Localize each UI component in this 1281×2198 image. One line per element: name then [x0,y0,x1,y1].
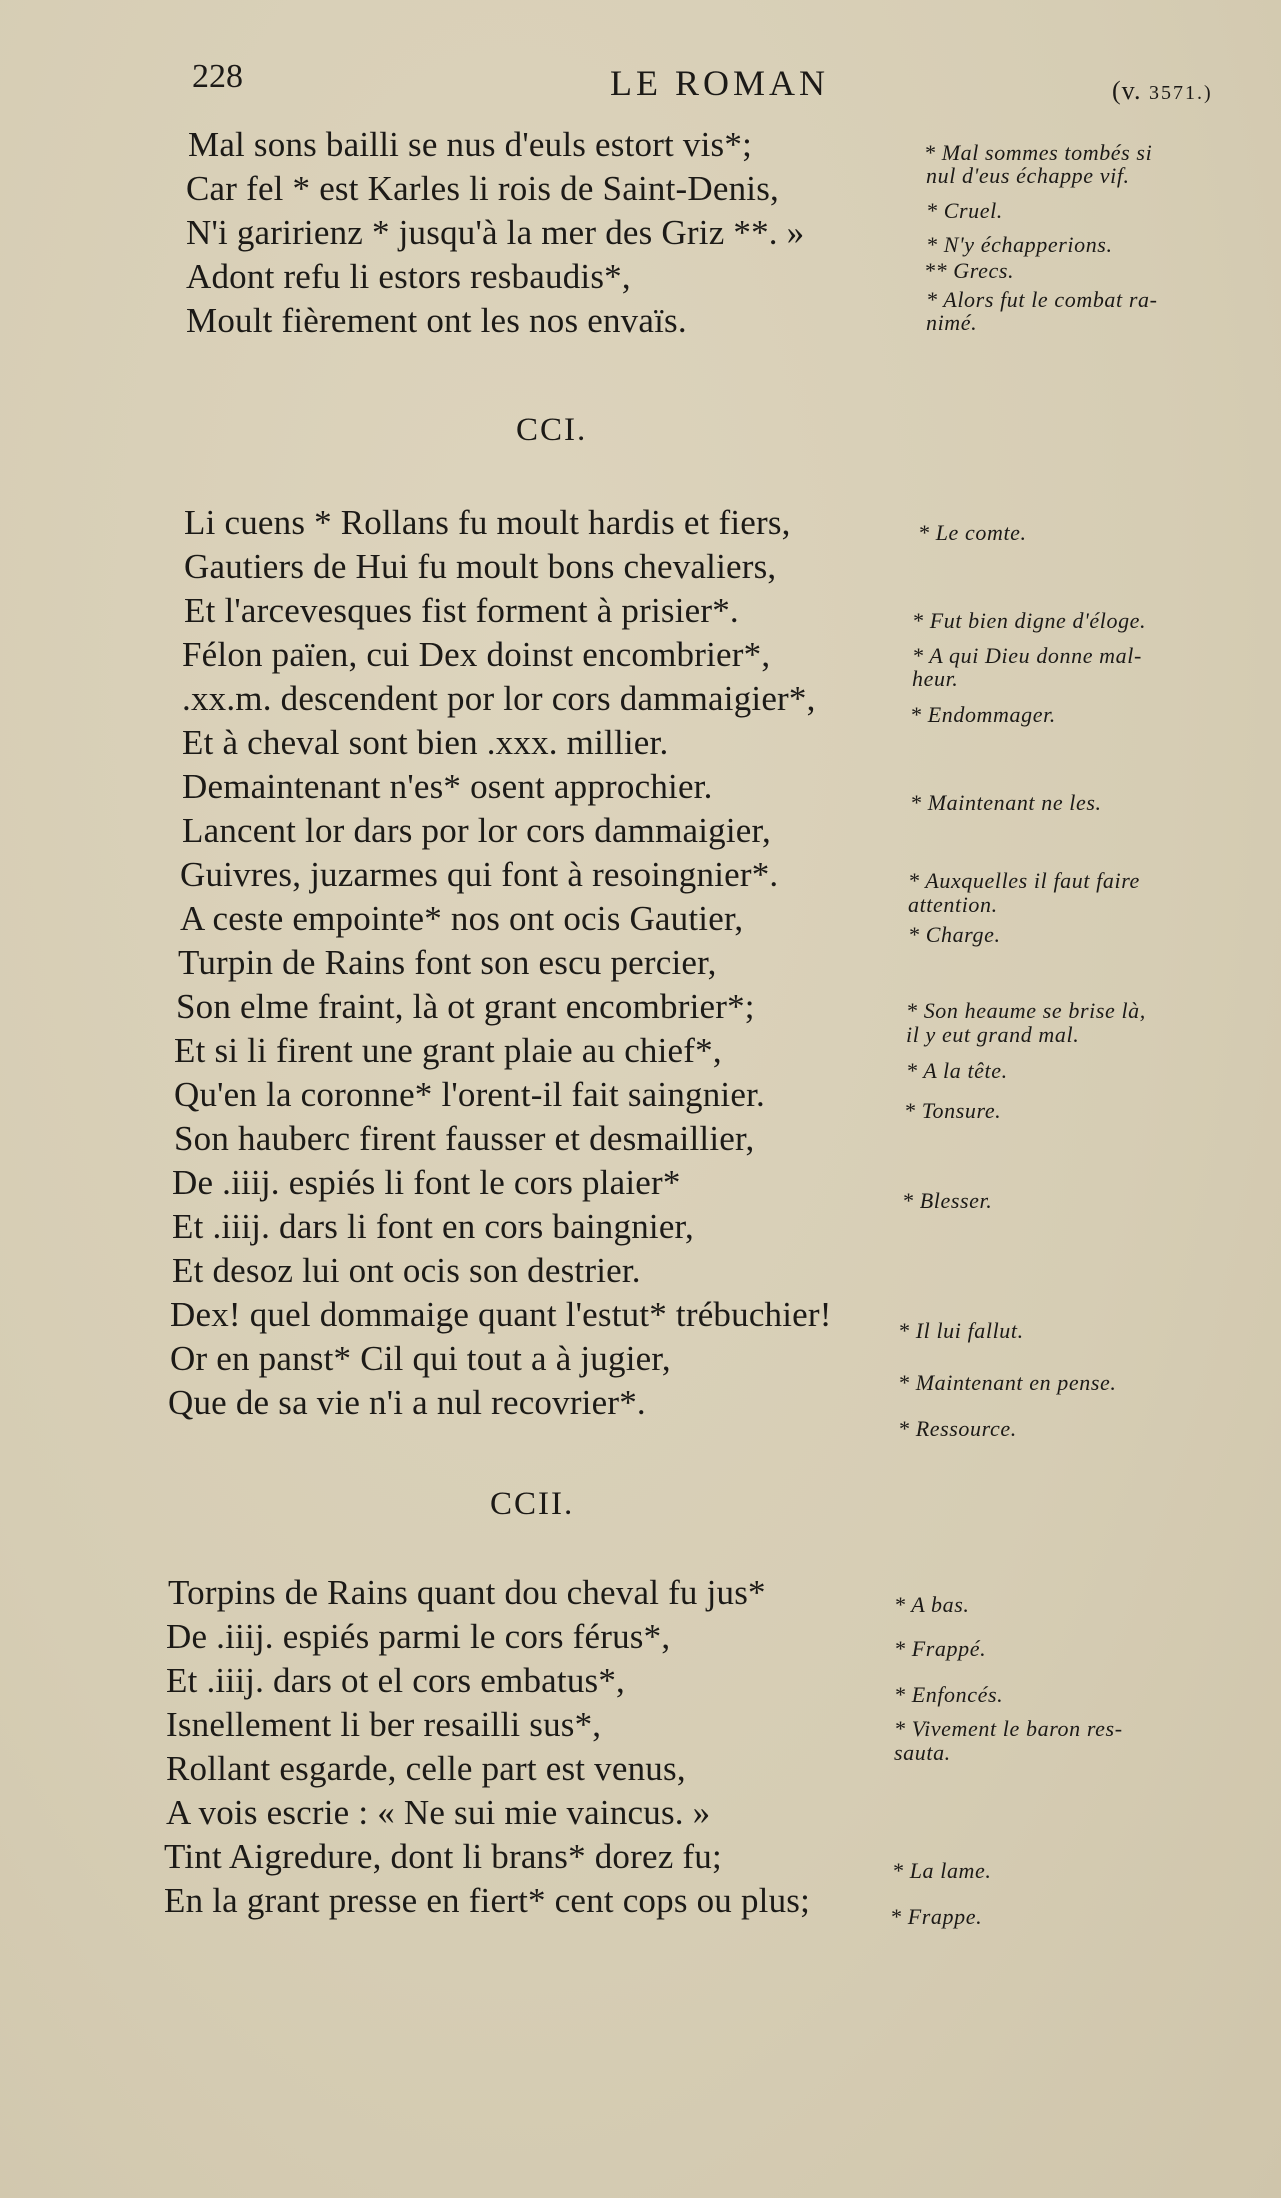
poem-line: Torpins de Rains quant dou cheval fu jus* [168,1573,766,1612]
poem-line: Et si li firent une grant plaie au chief*, [174,1031,722,1070]
poem-line: Rollant esgarde, celle part est venus, [166,1749,686,1788]
poem-line: Car fel * est Karles li rois de Saint-Denis, [186,169,779,208]
poem-line: Et à cheval sont bien .xxx. millier. [182,723,669,762]
poem-line: De .iiij. espiés li font le cors plaier* [172,1163,681,1202]
gloss-note: il y eut grand mal. [906,1022,1080,1047]
gloss-note: sauta. [894,1740,951,1765]
gloss-note: * Frappé. [894,1636,987,1661]
verse-reference [1112,76,1213,106]
gloss-note: * Cruel. [926,198,1003,223]
gloss-note: * Maintenant en pense. [898,1370,1117,1395]
running-title: LE ROMAN [610,63,829,103]
poem-line: Tint Aigredure, dont li brans* dorez fu; [164,1837,722,1876]
gloss-note: * Auxquelles il faut faire [908,868,1140,893]
gloss-note: * Blesser. [902,1188,993,1213]
gloss-note: heur. [912,666,959,691]
gloss-note: * A qui Dieu donne mal- [912,643,1142,668]
gloss-note: * N'y échapperions. [926,232,1113,257]
verse-ref-number: 3571.) [1148,82,1213,104]
gloss-note: ** Grecs. [924,258,1015,283]
poem-line: Et .iiij. dars li font en cors baingnier, [172,1207,694,1246]
gloss-note: * Ressource. [898,1416,1017,1441]
gloss-note: * A la tête. [906,1058,1008,1083]
poem-line: N'i garirienz * jusqu'à la mer des Griz **. » [186,213,805,252]
gloss-note: * Endommager. [910,702,1056,727]
poem-line: Lancent lor dars por lor cors dammaigier, [182,811,771,850]
verse-ref-prefix: (v. [1112,76,1142,105]
gloss-note: * A bas. [894,1592,970,1617]
poem-line: Moult fièrement ont les nos envaïs. [186,301,687,340]
gloss-note: attention. [908,892,998,917]
poem-line: A ceste empointe* nos ont ocis Gautier, [180,899,744,938]
gloss-note: * Frappe. [890,1904,983,1929]
poem-line: Félon païen, cui Dex doinst encombrier*, [182,635,771,674]
gloss-note: * La lame. [892,1858,992,1883]
gloss-note: * Le comte. [918,520,1027,545]
poem-line: Et .iiij. dars ot el cors embatus*, [166,1661,625,1700]
poem-line: Son hauberc firent fausser et desmaillier, [174,1119,755,1158]
poem-line: Guivres, juzarmes qui font à resoingnier*. [180,855,779,894]
page-number: 228 [192,58,243,95]
gloss-note: * Il lui fallut. [898,1318,1024,1343]
gloss-note: * Charge. [908,922,1001,947]
poem-line: Demaintenant n'es* osent approchier. [182,767,713,806]
poem-line: .xx.m. descendent por lor cors dammaigier*, [182,679,816,718]
gloss-note: * Alors fut le combat ra- [926,287,1158,312]
page-header [0,58,1281,118]
gloss-note: nimé. [926,310,978,335]
poem-line: Son elme fraint, là ot grant encombrier*; [176,987,755,1026]
poem-line: Adont refu li estors resbaudis*, [186,257,631,296]
stanza-heading-ccii: CCII. [490,1486,575,1522]
poem-line: Turpin de Rains font son escu percier, [178,943,717,982]
poem-line: Et l'arcevesques fist forment à prisier*. [184,591,739,630]
gloss-note: * Vivement le baron res- [894,1716,1123,1741]
poem-line: Que de sa vie n'i a nul recovrier*. [168,1383,646,1422]
gloss-note: * Fut bien digne d'éloge. [912,608,1147,633]
poem-line: Et desoz lui ont ocis son destrier. [172,1251,641,1290]
stanza-heading-cci: CCI. [516,412,588,448]
gloss-note: * Maintenant ne les. [910,790,1102,815]
poem-line: Li cuens * Rollans fu moult hardis et fiers, [184,503,791,542]
poem-line: En la grant presse en fiert* cent cops ou plus; [164,1881,811,1920]
gloss-note: * Enfoncés. [894,1682,1004,1707]
gloss-note: nul d'eus échappe vif. [926,163,1130,188]
gloss-note: * Son heaume se brise là, [906,998,1146,1023]
poem-line: Dex! quel dommaige quant l'estut* trébuchier! [170,1295,832,1334]
poem-line: Or en panst* Cil qui tout a à jugier, [170,1339,671,1378]
poem-line: Gautiers de Hui fu moult bons chevaliers, [184,547,777,586]
gloss-note: * Mal sommes tombés si [924,140,1153,165]
poem-line: Isnellement li ber resailli sus*, [166,1705,602,1744]
poem-line: Qu'en la coronne* l'orent-il fait saingnier. [174,1075,765,1114]
poem-line: De .iiij. espiés parmi le cors férus*, [166,1617,671,1656]
gloss-note: * Tonsure. [904,1098,1002,1123]
poem-line: A vois escrie : « Ne sui mie vaincus. » [166,1793,711,1832]
poem-line: Mal sons bailli se nus d'euls estort vis*; [188,125,752,164]
